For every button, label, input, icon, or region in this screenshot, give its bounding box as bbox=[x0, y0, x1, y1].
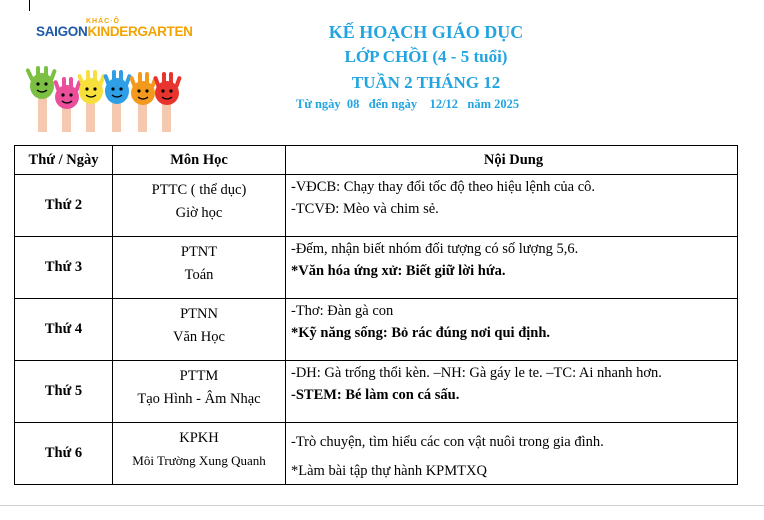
table-row bbox=[15, 423, 738, 485]
subject-type: Văn Học bbox=[173, 329, 225, 345]
subject-cell bbox=[113, 175, 286, 237]
content-line: *Kỹ năng sống: Bỏ rác đúng nơi qui định. bbox=[291, 325, 551, 341]
subject-cell bbox=[113, 237, 286, 299]
plan-title: KẾ HOẠCH GIÁO DỤC bbox=[328, 22, 524, 42]
content-line: -Thơ: Đàn gà con bbox=[291, 303, 394, 319]
subject-name: PTNN bbox=[180, 306, 218, 322]
table-header-row bbox=[15, 146, 738, 175]
logo-brand: SAIGONKINDERGARTEN bbox=[36, 24, 193, 39]
logo-top-text: KHÁC·Ô bbox=[86, 18, 120, 25]
table-row bbox=[15, 361, 738, 423]
week-line: TUẦN 2 THÁNG 12 bbox=[351, 73, 501, 92]
content-cell bbox=[286, 175, 738, 237]
date-line: Từ ngày 08 đến ngày 12/12 năm 2025 bbox=[296, 97, 520, 111]
class-line: LỚP CHỒI (4 - 5 tuổi) bbox=[344, 47, 508, 66]
subject-name: PTTM bbox=[179, 368, 219, 384]
content-line: -Trò chuyện, tìm hiểu các con vật nuôi trong gia đình. bbox=[291, 434, 604, 450]
subject-name: PTNT bbox=[180, 244, 218, 260]
day-cell: Thứ 2 bbox=[15, 175, 113, 237]
page-divider bbox=[0, 505, 764, 506]
painted-hands-image bbox=[24, 66, 192, 132]
subject-type: Tạo Hình - Âm Nhạc bbox=[137, 391, 261, 407]
content-line: -VĐCB: Chạy thay đổi tốc độ theo hiệu lệnh của cô. bbox=[291, 179, 596, 195]
subject-type: Giờ học bbox=[175, 205, 223, 221]
text-cursor-mark bbox=[29, 0, 30, 11]
content-cell bbox=[286, 361, 738, 423]
day-cell: Thứ 6 bbox=[15, 423, 113, 485]
school-logo bbox=[36, 18, 193, 44]
table-row bbox=[15, 299, 738, 361]
header-subject: Môn Học bbox=[113, 146, 286, 175]
table-row bbox=[15, 175, 738, 237]
subject-cell bbox=[113, 361, 286, 423]
content-line: *Văn hóa ứng xử: Biết giữ lời hứa. bbox=[291, 263, 506, 279]
content-line: *Làm bài tập thự hành KPMTXQ bbox=[291, 463, 487, 479]
content-line: -TCVĐ: Mèo và chim sẻ. bbox=[291, 201, 439, 217]
day-cell: Thứ 5 bbox=[15, 361, 113, 423]
weekly-plan-table bbox=[14, 145, 738, 485]
content-line: -DH: Gà trống thổi kèn. –NH: Gà gáy le te. –TC: Ai nhanh hơn. bbox=[291, 365, 662, 381]
table-row bbox=[15, 237, 738, 299]
day-cell: Thứ 4 bbox=[15, 299, 113, 361]
content-cell bbox=[286, 237, 738, 299]
subject-type: Môi Trường Xung Quanh bbox=[132, 453, 266, 468]
subject-cell bbox=[113, 299, 286, 361]
content-line: -Đếm, nhận biết nhóm đối tượng có số lượng 5,6. bbox=[291, 241, 579, 257]
content-line: -STEM: Bé làm con cá sấu. bbox=[291, 387, 460, 403]
header-day: Thứ / Ngày bbox=[15, 146, 113, 175]
day-cell: Thứ 3 bbox=[15, 237, 113, 299]
subject-cell bbox=[113, 423, 286, 485]
content-cell bbox=[286, 299, 738, 361]
header-content: Nội Dung bbox=[286, 146, 738, 175]
content-cell bbox=[286, 423, 738, 485]
subject-type: Toán bbox=[184, 267, 214, 283]
subject-name: PTTC ( thể dục) bbox=[151, 182, 247, 198]
subject-name: KPKH bbox=[179, 430, 219, 446]
